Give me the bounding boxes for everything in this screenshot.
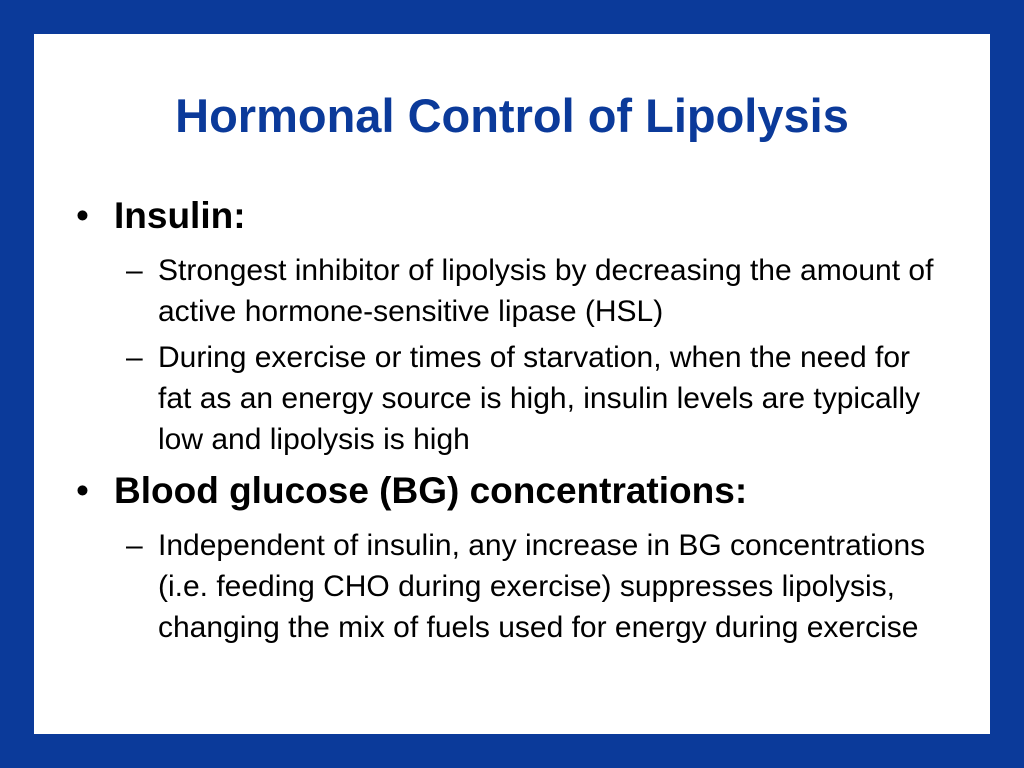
sub-item-text: During exercise or times of starvation, when the need for fat as an energy source is high, insulin levels are typically low and lipolysis is high: [158, 341, 921, 456]
sub-list-insulin: [76, 250, 976, 460]
slide-title: Hormonal Control of Lipolysis: [175, 89, 849, 142]
bullet-heading-insulin: Insulin:: [114, 195, 246, 236]
sub-item: [76, 337, 948, 460]
sub-marker: –: [126, 341, 143, 374]
bullet-marker: •: [76, 470, 89, 511]
bullet-marker: •: [76, 195, 89, 236]
bullet-heading-blood-glucose: Blood glucose (BG) concentrations:: [114, 470, 748, 511]
bullet-blood-glucose: [76, 465, 976, 517]
sub-marker: –: [126, 254, 143, 287]
bullet-insulin: [76, 190, 976, 242]
sub-item-text: Strongest inhibitor of lipolysis by decreasing the amount of active hormone-sensitive lipase (HSL): [158, 254, 934, 328]
sub-marker: –: [126, 529, 143, 562]
sub-item-text: Independent of insulin, any increase in BG concentrations (i.e. feeding CHO during exercise) suppresses lipolysis, changing the mix of fuels used for energy during exercise: [158, 529, 926, 644]
sub-item: [76, 525, 948, 648]
bullet-list: [76, 190, 976, 653]
sub-list-blood-glucose: [76, 525, 976, 648]
sub-item: [76, 250, 948, 332]
